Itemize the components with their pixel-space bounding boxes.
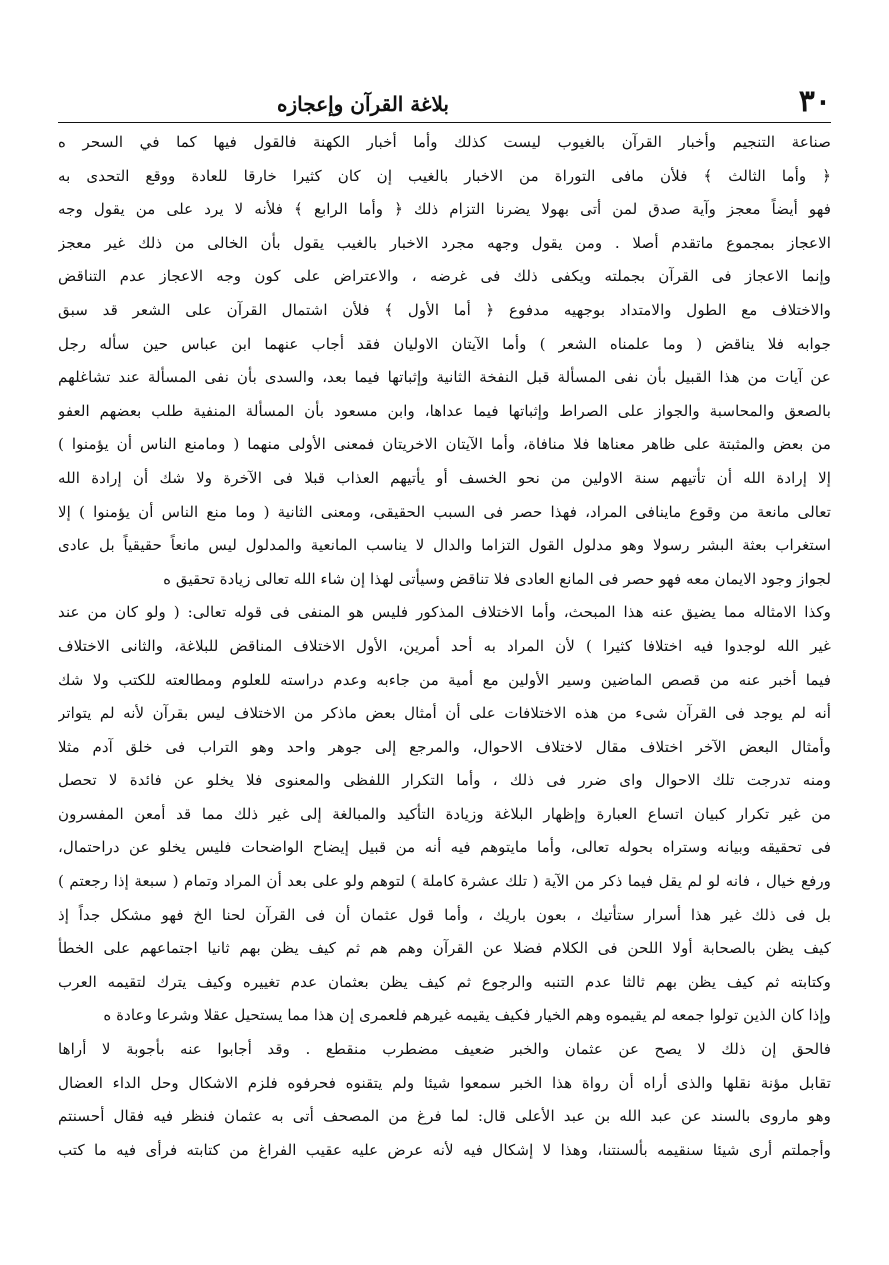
text-line: أنه لم يوجد فى القرآن شىء من هذه الاختلافات على أن أمثال بعض ماذكر من الاختلاف ليس بقرآن لأنه لم يتواتر xyxy=(58,704,831,723)
page-number: ٣٠ xyxy=(798,84,831,119)
body-text xyxy=(58,126,831,1167)
text-line: فيما أخبر عنه من قصص الماضين وسير الأولين مع أمية من جاءبه وعدم دراسته للعلوم ومطالعته للكتب ولا شك xyxy=(58,670,831,689)
text-line: وكتابته ثم كيف يظن بهم ثالثا عدم التنبه والرجوع ثم كيف يظن بعثمان عدم تغييره وكيف يترك لتقيمه العرب xyxy=(58,972,831,991)
text-line: وكذا الامثاله مما يضيق عنه هذا المبحث، وأما الاختلاف المذكور فليس هو المنفى فى قوله تعالى: ( ولو كان من عند xyxy=(58,603,831,622)
text-line: استغراب بعثة البشر رسولا وهو مدلول القول التزاما والدال لا يناسب المانعية والمدلول ليس مانعاً حقيقياً بل عادى xyxy=(58,536,831,555)
page-header xyxy=(58,84,831,124)
text-line: فالحق إن ذلك لا يصح عن عثمان والخبر ضعيف مضطرب منقطع . وقد أجابوا عنه بأجوبة لا أراها xyxy=(58,1040,831,1059)
running-title: بلاغة القرآن وإعجازه xyxy=(277,92,449,116)
text-line: غير الله لوجدوا فيه اختلافا كثيرا ) لأن المراد به أحد أمرين، الأول الاختلاف المناقض للبلاغة، والثانى الاختلاف xyxy=(58,636,831,655)
text-line: ورفع خيال ، فانه لو لم يقل فيما ذكر من الآية ( تلك عشرة كاملة ) لتوهم ولو على بعد أن المراد وتمام ( سبعة إذا رجعتم ) xyxy=(58,872,831,891)
text-line: فهو أيضاً معجز وآية صدق لمن أتى بهولا يضرنا التزام ذلك ﴿ وأما الرابع ﴾ فلأنه لا يرد على من يقول وجه xyxy=(58,200,831,219)
text-line: والاختلاف مع الطول والامتداد بوجهيه مدفوع ﴿ أما الأول ﴾ فلأن اشتمال القرآن على الشعر قد سبق xyxy=(58,300,831,319)
text-line: تقابل مؤنة نقلها والذى أراه أن رواة هذا الخبر سمعوا شيئا ولم يتقنوه فحرفوه فلزم الاشكال وحل الداء العضال xyxy=(58,1073,831,1092)
text-line: جوابه فلا يناقض ( وما علمناه الشعر ) وأما الآيتان الاوليان فقد أجاب عنهما ابن عباس حين سأله رجل xyxy=(58,334,831,353)
text-line: فى تحقيقه وبيانه وستراه بحوله تعالى، وأما مايتوهم فيه أنه من قبيل إيضاح الواضحات فليس يخلو عن دراحتمال، xyxy=(58,838,831,857)
text-line: من غير تكرار كبيان اتساع العبارة وإظهار البلاغة وزيادة التأكيد والمبالغة إلى غير ذلك مما قد أمعن المفسرون xyxy=(58,804,831,823)
text-line: إلا إرادة الله أن تأتيهم سنة الاولين من نحو الخسف أو يأتيهم العذاب قبلا فى الآخرة ولا شك أن إرادة الله xyxy=(58,468,831,487)
text-line: وأمثال البعض الآخر اختلاف مقال لاختلاف الاحوال، والمرجع إلى جوهر واحد وهو التراب فى خلق آدم مثلا xyxy=(58,737,831,756)
text-line: من بعض والمثبتة على ظاهر معناها فلا منافاة، وأما الآيتان الاخريتان فمعنى الأولى منهما ( ومامنع الناس أن يؤمنوا ) xyxy=(58,435,831,454)
text-line: وهو ماروى بالسند عن عبد الله بن عبد الأعلى قال: لما فرغ من المصحف أتى به عثمان فنظر فيه فقال أحسنتم xyxy=(58,1107,831,1126)
text-line: تعالى مانعة من وقوع ماينافى المراد، فهذا حصر فى السبب الحقيقى، ومعنى الثانية ( وما منع الناس أن يؤمنوا ) إلا xyxy=(58,502,831,521)
text-line: وأجملتم أرى شيئا سنقيمه بألسنتنا، وهذا لا إشكال فيه لأنه عرض عليه عقيب الفراغ من كتابته فرأى فيه ما كتب xyxy=(58,1140,831,1159)
header-divider xyxy=(58,122,831,123)
text-line: عن آيات من هذا القبيل بأن نفى المسألة قبل النفخة الثانية وإثباتها فيما بعد، والسدى بأن نفى المسألة عند تشاغلهم xyxy=(58,368,831,387)
text-line: الاعجاز بمجموع ماتقدم أصلا . ومن يقول وجهه مجرد الاخبار بالغيب يقول بأن الخالى من ذلك غير معجز xyxy=(58,233,831,252)
text-line: صناعة التنجيم وأخبار القرآن بالغيوب ليست كذلك وأما أخبار الكهنة فالقول فيها كما في السحر ه xyxy=(58,133,831,151)
text-line: بالصعق والمحاسبة والجواز على الصراط وإثباتها فيما عداها، وابن مسعود بأن المسألة المنفية طلب بعضهم العفو xyxy=(58,401,831,420)
text-line: ومنه تدرجت تلك الاحوال واى ضرر فى ذلك ، وأما التكرار اللفظى والمعنوى فلا يخلو عن فائدة لا تحصل xyxy=(58,771,831,790)
text-line: وإنما الاعجاز فى القرآن بجملته ويكفى ذلك فى غرضه ، والاعتراض على كون وجه الاعجاز عدم التناقض xyxy=(58,267,831,286)
text-line: وإذا كان الذين تولوا جمعه لم يقيموه وهم الخيار فكيف يقيمه غيرهم فلعمرى إن هذا مما يستحيل عقلا وشرعا وعادة ه xyxy=(103,1006,831,1025)
text-line: ﴿ وأما الثالث ﴾ فلأن مافى التوراة من الاخبار بالغيب إن كان كثيرا خارقا للعادة ووقع التحدى به xyxy=(58,166,831,185)
text-line: لجواز وجود الايمان معه فهو حصر فى المانع العادى فلا تناقض وسيأتى لهذا إن شاء الله تعالى زيادة تحقيق ه xyxy=(163,569,831,588)
text-line: بل فى ذلك غير هذا أسرار ستأتيك ، بعون باريك ، وأما قول عثمان أن فى القرآن لحنا الخ فهو مشكل جداً إذ xyxy=(58,905,831,924)
text-line: كيف يظن بالصحابة أولا اللحن فى الكلام فضلا عن القرآن وهم هم ثم كيف يظن بهم ثانيا اجتماعهم على الخطأ xyxy=(58,939,831,958)
